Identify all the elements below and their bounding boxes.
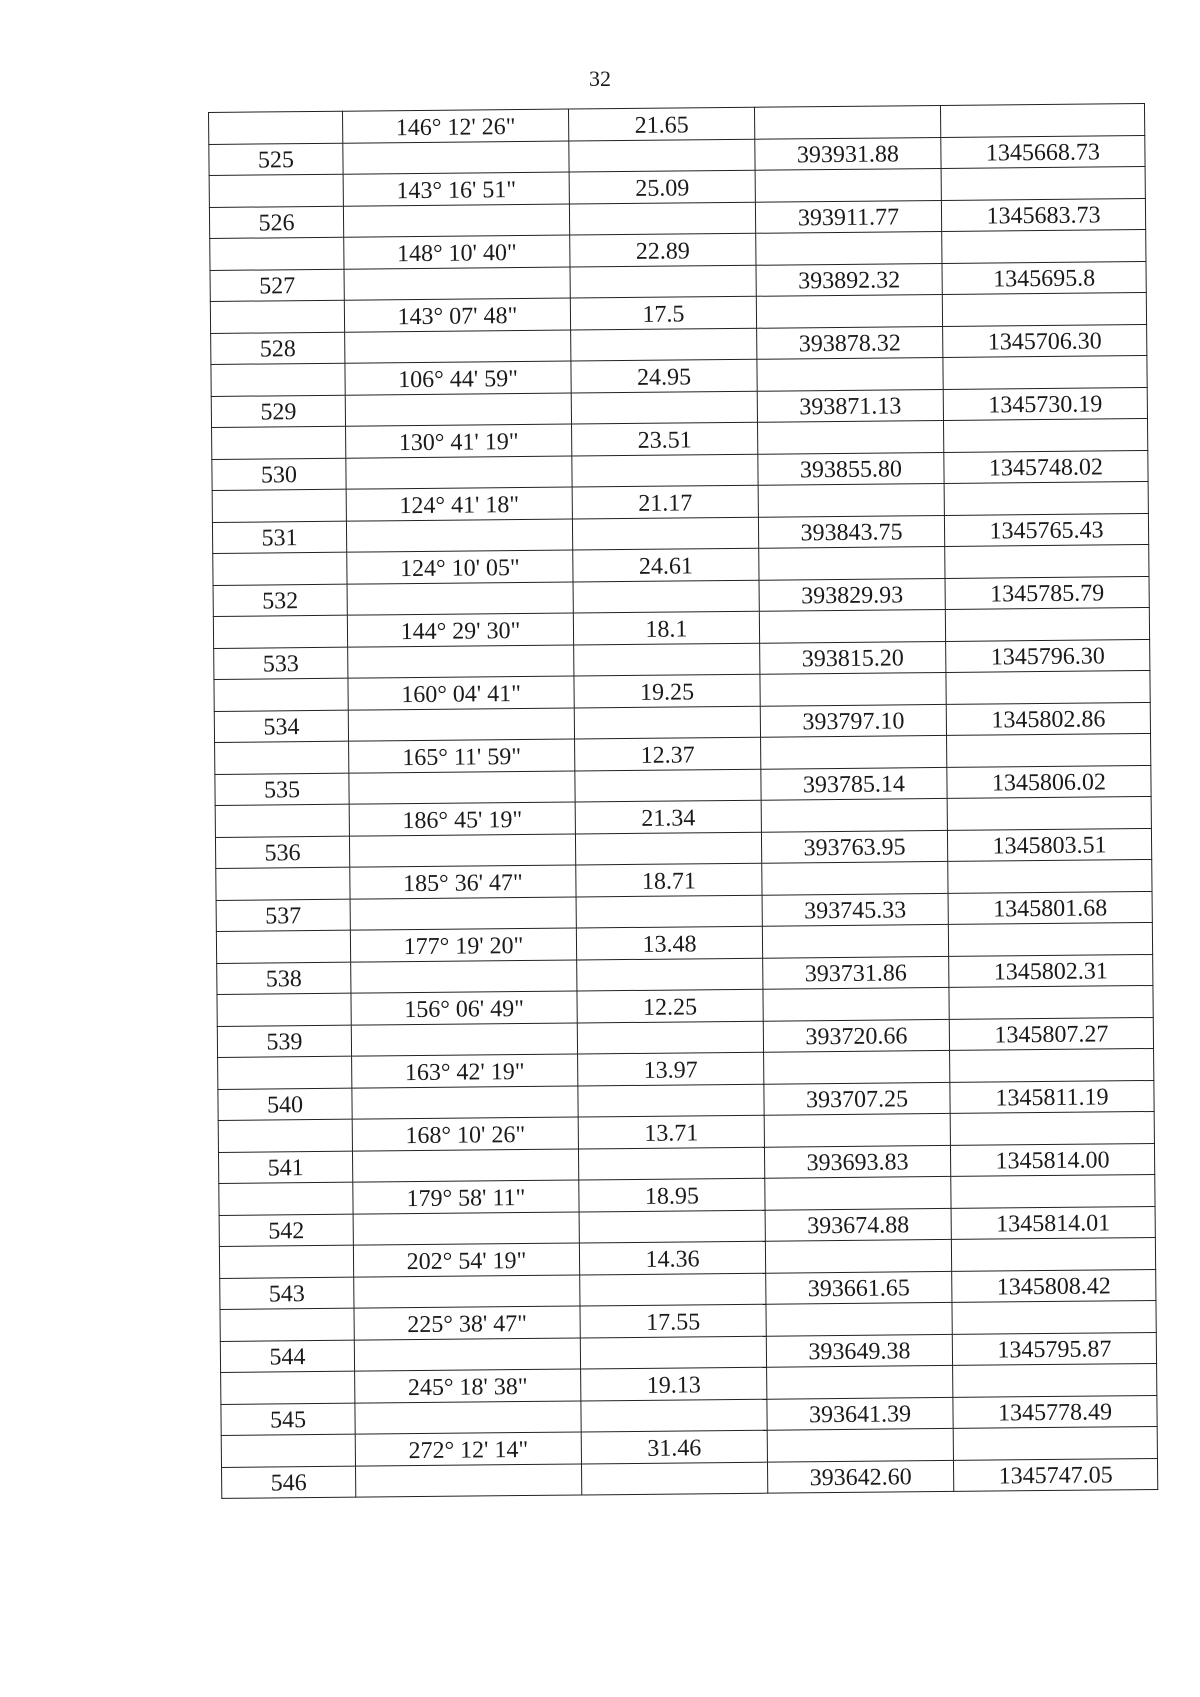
northing-cell [761,735,947,768]
bearing-cell: 143° 07' 48" [344,298,570,332]
station-cell [215,804,349,837]
distance-cell: 17.5 [570,296,756,329]
easting-cell: 1345806.02 [947,765,1151,798]
easting-cell [953,1363,1157,1396]
station-cell: 544 [220,1340,354,1373]
bearing-cell: 179° 58' 11" [353,1180,579,1214]
easting-cell [951,1237,1155,1270]
distance-cell: 19.13 [581,1367,767,1400]
northing-cell: 393785.14 [761,767,947,800]
distance-cell [576,895,762,928]
northing-cell [754,105,940,138]
bearing-cell: 186° 45' 19" [349,802,575,836]
northing-cell [759,609,945,642]
northing-cell [764,1113,950,1146]
distance-cell [577,958,763,991]
station-cell: 543 [220,1277,354,1310]
easting-cell: 1345668.73 [941,135,1145,168]
bearing-cell: 146° 12' 26" [342,109,568,143]
bearing-cell: 124° 41' 18" [346,487,572,521]
station-cell [220,1308,354,1341]
station-cell: 535 [215,773,349,806]
easting-cell: 1345796.30 [946,639,1150,672]
easting-cell: 1345808.42 [952,1269,1156,1302]
easting-cell: 1345807.27 [949,1017,1153,1050]
northing-cell: 393661.65 [766,1271,952,1304]
distance-cell: 22.89 [570,233,756,266]
northing-cell [758,483,944,516]
easting-cell: 1345730.19 [943,387,1147,420]
northing-cell [758,420,944,453]
station-cell: 536 [215,836,349,869]
distance-cell: 13.71 [578,1115,764,1148]
distance-cell: 17.55 [580,1304,766,1337]
station-cell: 538 [217,962,351,995]
easting-cell [943,418,1147,451]
distance-cell: 24.95 [571,359,757,392]
northing-cell [762,924,948,957]
distance-cell: 19.25 [574,674,760,707]
bearing-cell: 124° 10' 05" [347,550,573,584]
distance-cell: 13.48 [576,926,762,959]
easting-cell [948,859,1152,892]
station-cell [218,1119,352,1152]
distance-cell [577,1021,763,1054]
easting-cell [941,167,1145,200]
northing-cell: 393731.86 [763,956,949,989]
distance-cell: 13.97 [578,1052,764,1085]
easting-cell: 1345683.73 [941,198,1145,231]
bearing-cell: 106° 44' 59" [345,361,571,395]
easting-cell: 1345706.30 [943,324,1147,357]
distance-cell: 21.34 [575,800,761,833]
distance-cell [571,328,757,361]
northing-cell [760,672,946,705]
bearing-cell: 165° 11' 59" [349,739,575,773]
bearing-cell [346,456,572,490]
easting-cell: 1345814.01 [951,1206,1155,1239]
distance-cell [574,643,760,676]
northing-cell: 393745.33 [762,893,948,926]
distance-cell [578,1147,764,1180]
bearing-cell [343,141,569,175]
northing-cell [756,231,942,264]
station-cell [211,363,345,396]
easting-cell: 1345765.43 [944,513,1148,546]
easting-cell [943,355,1147,388]
station-cell: 534 [214,710,348,743]
bearing-cell: 148° 10' 40" [344,235,570,269]
station-cell: 529 [211,395,345,428]
bearing-cell [351,1022,577,1056]
bearing-cell [354,1274,580,1308]
bearing-cell [355,1400,581,1434]
northing-cell [761,798,947,831]
distance-cell: 21.65 [568,107,754,140]
northing-cell: 393931.88 [755,137,941,170]
distance-cell: 18.95 [579,1178,765,1211]
station-cell: 526 [209,206,343,239]
distance-cell [580,1273,766,1306]
distance-cell: 12.37 [575,737,761,770]
bearing-cell: 156° 06' 49" [351,991,577,1025]
bearing-cell [350,897,576,931]
bearing-cell: 144° 29' 30" [347,613,573,647]
bearing-cell: 163° 42' 19" [352,1054,578,1088]
page-number: 32 [589,66,611,91]
distance-cell: 23.51 [572,422,758,455]
northing-cell: 393720.66 [763,1019,949,1052]
easting-cell [940,104,1144,137]
northing-cell [756,294,942,327]
northing-cell: 393797.10 [760,704,946,737]
distance-cell: 31.46 [581,1430,767,1463]
station-cell [215,741,349,774]
bearing-cell [351,960,577,994]
northing-cell [762,861,948,894]
northing-cell: 393892.32 [756,263,942,296]
northing-cell [767,1365,953,1398]
station-cell [213,615,347,648]
station-cell: 531 [212,521,346,554]
northing-cell: 393815.20 [760,641,946,674]
northing-cell [757,357,943,390]
easting-cell: 1345778.49 [953,1395,1157,1428]
bearing-cell: 272° 12' 14" [355,1432,581,1466]
station-cell [210,237,344,270]
northing-cell: 393911.77 [755,200,941,233]
station-cell [218,1056,352,1089]
survey-coordinates-table [208,103,1158,1499]
station-cell [216,930,350,963]
easting-cell [952,1300,1156,1333]
station-cell: 532 [213,584,347,617]
northing-cell: 393641.39 [767,1397,953,1430]
distance-cell [578,1084,764,1117]
easting-cell [945,544,1149,577]
distance-cell [569,202,755,235]
station-cell [209,174,343,207]
distance-cell [573,580,759,613]
station-cell: 525 [209,143,343,176]
station-cell: 546 [222,1466,356,1499]
northing-cell: 393693.83 [764,1145,950,1178]
bearing-cell [344,267,570,301]
bearing-cell [346,519,572,553]
easting-cell [950,1111,1154,1144]
bearing-cell [343,204,569,238]
station-cell [214,678,348,711]
northing-cell: 393707.25 [764,1082,950,1115]
bearing-cell [347,582,573,616]
northing-cell: 393855.80 [758,452,944,485]
northing-cell [763,987,949,1020]
bearing-cell [349,834,575,868]
distance-cell: 24.61 [573,548,759,581]
station-cell [221,1434,355,1467]
station-cell [216,867,350,900]
northing-cell [766,1302,952,1335]
distance-cell [575,769,761,802]
easting-cell: 1345747.05 [953,1458,1157,1491]
northing-cell [755,168,941,201]
bearing-cell: 168° 10' 26" [352,1117,578,1151]
distance-cell [581,1462,767,1495]
station-cell [209,111,343,144]
station-cell [213,552,347,585]
distance-cell [571,391,757,424]
station-cell: 527 [210,269,344,302]
northing-cell: 393674.88 [765,1208,951,1241]
easting-cell: 1345802.86 [946,702,1150,735]
distance-cell [572,454,758,487]
easting-cell: 1345795.87 [952,1332,1156,1365]
northing-cell [767,1428,953,1461]
station-cell: 537 [216,899,350,932]
distance-cell [569,139,755,172]
northing-cell: 393871.13 [757,389,943,422]
bearing-cell [352,1085,578,1119]
distance-cell: 18.71 [576,863,762,896]
bearing-cell: 225° 38' 47" [354,1306,580,1340]
northing-cell: 393829.93 [759,578,945,611]
easting-cell [942,230,1146,263]
station-cell: 540 [218,1088,352,1121]
bearing-cell: 130° 41' 19" [346,424,572,458]
easting-cell: 1345802.31 [949,954,1153,987]
easting-cell: 1345785.79 [945,576,1149,609]
bearing-cell [354,1337,580,1371]
station-cell [210,300,344,333]
easting-cell [950,1048,1154,1081]
station-cell [221,1371,355,1404]
distance-cell [570,265,756,298]
distance-cell: 18.1 [573,611,759,644]
northing-cell: 393843.75 [758,515,944,548]
station-cell: 530 [212,458,346,491]
bearing-cell [349,771,575,805]
northing-cell: 393763.95 [761,830,947,863]
easting-cell: 1345695.8 [942,261,1146,294]
bearing-cell [352,1148,578,1182]
easting-cell: 1345811.19 [950,1080,1154,1113]
station-cell: 545 [221,1403,355,1436]
station-cell [219,1182,353,1215]
northing-cell [765,1239,951,1272]
station-cell [212,489,346,522]
easting-cell [953,1426,1157,1459]
distance-cell [574,706,760,739]
easting-cell: 1345814.00 [950,1143,1154,1176]
easting-cell [949,985,1153,1018]
northing-cell: 393642.60 [767,1460,953,1493]
bearing-cell [353,1211,579,1245]
bearing-cell [345,330,571,364]
northing-cell [759,546,945,579]
easting-cell [951,1174,1155,1207]
distance-cell [575,832,761,865]
table-body [209,104,1158,1499]
easting-cell: 1345748.02 [944,450,1148,483]
bearing-cell [348,708,574,742]
bearing-cell [348,645,574,679]
bearing-cell: 185° 36' 47" [350,865,576,899]
bearing-cell [356,1463,582,1497]
station-cell: 542 [219,1214,353,1247]
station-cell: 541 [218,1151,352,1184]
easting-cell [942,293,1146,326]
distance-cell: 25.09 [569,170,755,203]
northing-cell: 393649.38 [766,1334,952,1367]
northing-cell: 393878.32 [757,326,943,359]
bearing-cell: 177° 19' 20" [350,928,576,962]
easting-cell: 1345801.68 [948,891,1152,924]
easting-cell [944,481,1148,514]
station-cell [212,426,346,459]
distance-cell: 14.36 [579,1241,765,1274]
distance-cell [579,1210,765,1243]
distance-cell: 21.17 [572,485,758,518]
station-cell [219,1245,353,1278]
station-cell: 528 [211,332,345,365]
easting-cell [947,733,1151,766]
easting-cell: 1345803.51 [947,828,1151,861]
distance-cell: 12.25 [577,989,763,1022]
northing-cell [764,1050,950,1083]
bearing-cell [345,393,571,427]
bearing-cell: 245° 18' 38" [355,1369,581,1403]
easting-cell [948,922,1152,955]
easting-cell [947,796,1151,829]
distance-cell [580,1336,766,1369]
easting-cell [945,607,1149,640]
station-cell: 533 [214,647,348,680]
bearing-cell: 160° 04' 41" [348,676,574,710]
bearing-cell: 143° 16' 51" [343,172,569,206]
station-cell [217,993,351,1026]
station-cell: 539 [217,1025,351,1058]
easting-cell [946,670,1150,703]
distance-cell [572,517,758,550]
bearing-cell: 202° 54' 19" [353,1243,579,1277]
northing-cell [765,1176,951,1209]
distance-cell [581,1399,767,1432]
